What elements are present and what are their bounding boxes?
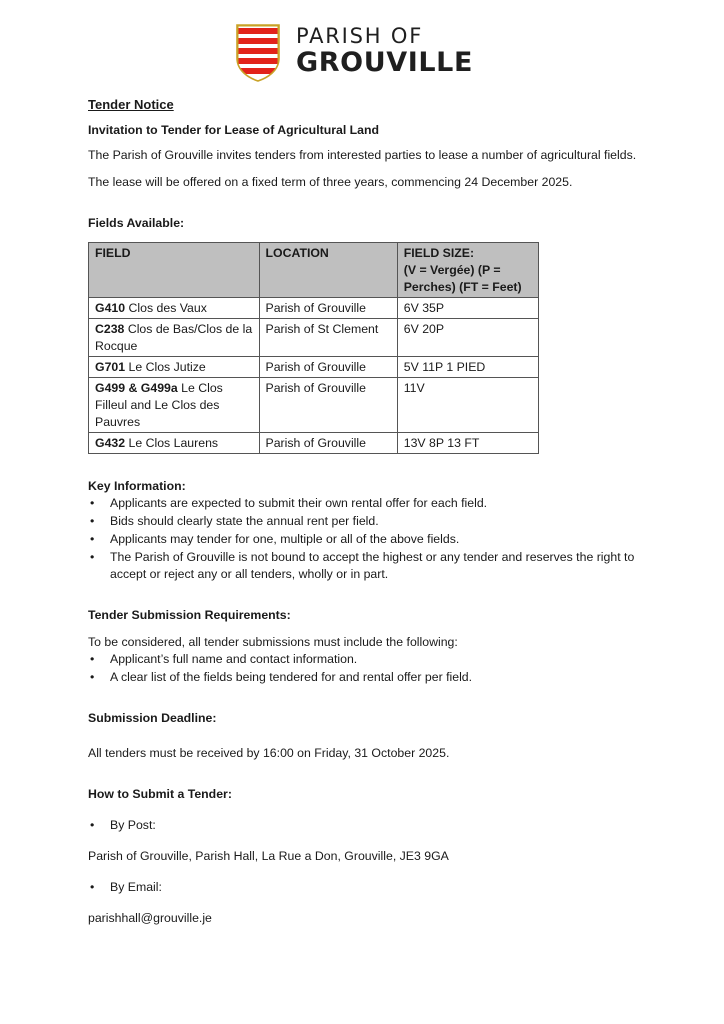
cell-field [89,378,260,433]
list-item-text: Applicant’s full name and contact information. [110,652,358,666]
field-name: Le Clos Laurens [125,436,219,450]
cell-location: Parish of Grouville [259,378,397,433]
table-row [89,433,539,454]
field-code: G410 [95,301,126,315]
header-field: FIELD [89,243,260,298]
bullet-icon: • [90,880,95,894]
key-info-list [88,495,648,583]
parish-logo [236,24,476,82]
header-size-title: FIELD SIZE: [403,246,475,260]
cell-field [89,433,260,454]
invitation-heading: Invitation to Tender for Lease of Agricultural Land [88,123,380,137]
post-option [88,817,648,834]
list-item [88,549,648,583]
cell-size: 6V 20P [397,319,538,357]
cell-location: Parish of Grouville [259,433,397,454]
logo-wordmark [296,24,476,78]
header-size-legend: (V = Vergée) (P = Perches) (FT = Feet) [403,263,522,294]
email-option [88,879,648,896]
bullet-icon: • [90,496,95,510]
bullet-icon: • [90,532,95,546]
field-name: Le Clos Jutize [125,360,206,374]
bullet-icon: • [90,514,95,528]
header-field-size [397,243,538,298]
list-item [88,651,648,668]
list-item-text: Bids should clearly state the annual rent per field. [110,514,379,528]
parish-shield-icon [236,24,280,82]
cell-size: 13V 8P 13 FT [397,433,538,454]
bullet-icon: • [90,652,95,666]
field-code: C238 [95,322,125,336]
list-item [88,531,648,548]
deadline-text: All tenders must be received by 16:00 on Friday, 31 October 2025. [88,746,450,760]
bullet-icon: • [90,670,95,684]
field-code: G499 & G499a [95,381,178,395]
field-code: G701 [95,360,126,374]
how-to-submit-heading: How to Submit a Tender: [88,787,232,801]
cell-field [89,319,260,357]
header-location: LOCATION [259,243,397,298]
notice-body [88,96,648,927]
deadline-heading: Submission Deadline: [88,711,217,725]
list-item-text: Applicants are expected to submit their own rental offer for each field. [110,496,488,510]
key-info-heading: Key Information: [88,479,186,493]
intro-paragraph: The Parish of Grouville invites tenders from interested parties to lease a number of agricultural fields. [88,148,637,162]
table-row [89,298,539,319]
bullet-icon: • [90,550,95,564]
requirements-heading: Tender Submission Requirements: [88,608,291,622]
field-name: Le Clos Filleul and Le Clos des Pauvres [95,381,223,429]
logo-line-parish-of: PARISH OF [296,24,424,48]
list-item [88,669,648,686]
lease-paragraph: The lease will be offered on a fixed term of three years, commencing 24 December 2025. [88,175,573,189]
cell-field [89,298,260,319]
table-row [89,319,539,357]
requirements-intro: To be considered, all tender submissions must include the following: [88,635,458,649]
table-header-row [89,243,539,298]
list-item [88,513,648,530]
fields-table [88,242,539,454]
email-address: parishhall@grouville.je [88,911,212,925]
table-row [89,378,539,433]
notice-title: Tender Notice [88,97,174,112]
cell-size: 11V [397,378,538,433]
cell-location: Parish of Grouville [259,298,397,319]
cell-location: Parish of Grouville [259,357,397,378]
bullet-icon: • [90,818,95,832]
post-address: Parish of Grouville, Parish Hall, La Rue a Don, Grouville, JE3 9GA [88,849,449,863]
cell-location: Parish of St Clement [259,319,397,357]
logo-line-grouville: GROUVILLE [296,47,474,78]
cell-size: 6V 35P [397,298,538,319]
field-name: Clos de Bas/Clos de la Rocque [95,322,253,353]
table-row [89,357,539,378]
cell-field [89,357,260,378]
fields-heading: Fields Available: [88,216,185,230]
list-item-text: Applicants may tender for one, multiple or all of the above fields. [110,532,460,546]
email-label: By Email: [110,880,162,894]
field-code: G432 [95,436,126,450]
requirements-list [88,651,648,686]
cell-size: 5V 11P 1 PIED [397,357,538,378]
list-item-text: The Parish of Grouville is not bound to accept the highest or any tender and reserves the right to accept or reject any or all tenders, wholly or in part. [110,550,635,581]
post-label: By Post: [110,818,156,832]
field-name: Clos des Vaux [125,301,207,315]
list-item-text: A clear list of the fields being tendered for and rental offer per field. [110,670,473,684]
list-item [88,495,648,512]
